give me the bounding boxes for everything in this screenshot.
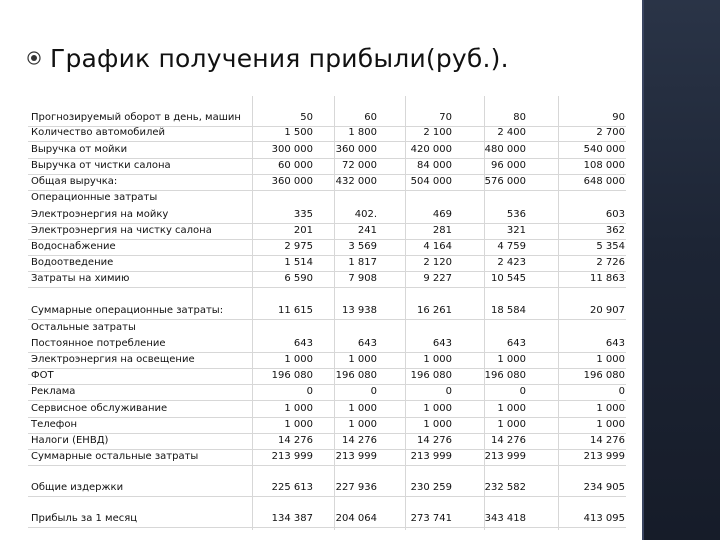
bullet-icon: [26, 50, 42, 66]
table-cell: 1 000: [497, 354, 526, 365]
table-cell: 230 259: [410, 482, 452, 493]
table-cell: 10 545: [491, 273, 526, 284]
table-cell: 5 354: [596, 241, 625, 252]
table-cell: 643: [432, 338, 452, 349]
table-cell: 9 227: [423, 273, 452, 284]
row-label: Суммарные остальные затраты: [31, 451, 199, 462]
table-cell: 196 080: [484, 370, 526, 381]
row-label: Суммарные операционные затраты:: [31, 305, 224, 316]
table-cell: 13 938: [342, 305, 377, 316]
table-cell: 6 590: [284, 273, 313, 284]
table-cell: 16 261: [417, 305, 452, 316]
table-row: [28, 256, 626, 272]
table-cell: 1 000: [497, 419, 526, 430]
row-label: Налоги (ЕНВД): [31, 435, 109, 446]
table-row: [28, 418, 626, 434]
table-row: [28, 512, 626, 528]
table-cell: 50: [300, 112, 313, 123]
table-cell: 2 120: [423, 257, 452, 268]
row-label: Прогнозируемый оборот в день, машин: [31, 112, 241, 123]
table-cell: 360 000: [335, 144, 377, 155]
table-cell: 1 000: [596, 354, 625, 365]
table-cell: 196 080: [583, 370, 625, 381]
slide-title: График получения прибыли(руб.).: [50, 43, 509, 73]
table-cell: 204 064: [335, 513, 377, 524]
table-cell: 2 400: [497, 127, 526, 138]
table-cell: 234 905: [583, 482, 625, 493]
table-cell: 603: [605, 209, 625, 220]
table-cell: 60 000: [278, 160, 313, 171]
table-cell: 402.: [354, 209, 377, 220]
table-cell: 643: [506, 338, 526, 349]
table-cell: 413 095: [583, 513, 625, 524]
table-cell: 281: [432, 225, 452, 236]
table-cell: 213 999: [271, 451, 313, 462]
table-row: [28, 304, 626, 320]
table-cell: 108 000: [583, 160, 625, 171]
table-row: [28, 337, 626, 353]
table-cell: 1 000: [423, 354, 452, 365]
table-cell: 643: [357, 338, 377, 349]
table-row: [28, 208, 626, 224]
table-row: [28, 191, 626, 206]
table-cell: 480 000: [484, 144, 526, 155]
table-row: [28, 224, 626, 240]
row-label: Операционные затраты: [31, 192, 158, 203]
table-cell: 96 000: [491, 160, 526, 171]
table-cell: 84 000: [417, 160, 452, 171]
table-cell: 1 000: [348, 354, 377, 365]
row-label: Выручка от чистки салона: [31, 160, 171, 171]
table-cell: 1 000: [284, 354, 313, 365]
table-cell: 2 726: [596, 257, 625, 268]
slide-title-row: [26, 38, 509, 78]
table-row: [28, 240, 626, 256]
table-cell: 335: [293, 209, 313, 220]
table-cell: 227 936: [335, 482, 377, 493]
row-label: Прибыль за 1 месяц: [31, 513, 138, 524]
table-cell: 1 000: [423, 403, 452, 414]
table-cell: 201: [293, 225, 313, 236]
table-cell: 1 000: [284, 403, 313, 414]
row-label: ФОТ: [31, 370, 54, 381]
table-cell: 1 000: [348, 419, 377, 430]
table-cell: 213 999: [583, 451, 625, 462]
row-label: Электроэнергия на освещение: [31, 354, 195, 365]
table-cell: 343 418: [484, 513, 526, 524]
table-cell: 576 000: [484, 176, 526, 187]
table-cell: 232 582: [484, 482, 526, 493]
table-cell: 1 000: [348, 403, 377, 414]
table-cell: 90: [612, 112, 625, 123]
table-cell: 2 975: [284, 241, 313, 252]
table-cell: 213 999: [335, 451, 377, 462]
table-row: [28, 159, 626, 175]
row-label: Выручка от мойки: [31, 144, 128, 155]
table-cell: 432 000: [335, 176, 377, 187]
table-cell: 3 569: [348, 241, 377, 252]
table-row: [28, 143, 626, 159]
row-label: Реклама: [31, 386, 76, 397]
table-cell: 196 080: [335, 370, 377, 381]
table-cell: 362: [605, 225, 625, 236]
table-row: [28, 321, 626, 336]
table-cell: 1 000: [596, 403, 625, 414]
table-cell: 643: [293, 338, 313, 349]
table-row: [28, 481, 626, 497]
table-cell: 7 908: [348, 273, 377, 284]
table-cell: 321: [506, 225, 526, 236]
row-label: Количество автомобилей: [31, 127, 166, 138]
table-cell: 1 500: [284, 127, 313, 138]
table-cell: 1 817: [348, 257, 377, 268]
row-label: Телефон: [31, 419, 78, 430]
table-cell: 0: [306, 386, 313, 397]
table-cell: 134 387: [271, 513, 313, 524]
table-cell: 1 000: [284, 419, 313, 430]
row-label: Общие издержки: [31, 482, 124, 493]
table-cell: 2 700: [596, 127, 625, 138]
table-cell: 1 800: [348, 127, 377, 138]
table-cell: 72 000: [342, 160, 377, 171]
table-cell: 300 000: [271, 144, 313, 155]
table-cell: 360 000: [271, 176, 313, 187]
table-cell: 20 907: [590, 305, 625, 316]
table-cell: 18 584: [491, 305, 526, 316]
table-cell: 0: [370, 386, 377, 397]
table-cell: 536: [506, 209, 526, 220]
row-label: Водоотведение: [31, 257, 114, 268]
table-cell: 648 000: [583, 176, 625, 187]
table-cell: 4 759: [497, 241, 526, 252]
table-cell: 420 000: [410, 144, 452, 155]
table-cell: 213 999: [484, 451, 526, 462]
table-cell: 213 999: [410, 451, 452, 462]
table-cell: 504 000: [410, 176, 452, 187]
row-label: Сервисное обслуживание: [31, 403, 168, 414]
table-row: [28, 434, 626, 450]
table-cell: 643: [605, 338, 625, 349]
decorative-side-bar: [642, 0, 720, 540]
table-cell: 14 276: [491, 435, 526, 446]
table-row: [28, 175, 626, 191]
row-label: Общая выручка:: [31, 176, 118, 187]
table-cell: 11 863: [590, 273, 625, 284]
table-cell: 0: [519, 386, 526, 397]
row-label: Постоянное потребление: [31, 338, 166, 349]
table-row: [28, 111, 626, 127]
table-cell: 11 615: [278, 305, 313, 316]
row-label: Затраты на химию: [31, 273, 130, 284]
table-cell: 60: [364, 112, 377, 123]
table-row: [28, 272, 626, 288]
table-cell: 1 000: [596, 419, 625, 430]
table-cell: 0: [445, 386, 452, 397]
table-row: [28, 126, 626, 142]
table-row: [28, 402, 626, 418]
table-cell: 469: [432, 209, 452, 220]
table-cell: 196 080: [410, 370, 452, 381]
table-row: [28, 450, 626, 466]
table-cell: 14 276: [590, 435, 625, 446]
table-row: [28, 385, 626, 401]
table-cell: 1 000: [497, 403, 526, 414]
table-cell: 80: [513, 112, 526, 123]
table-cell: 70: [439, 112, 452, 123]
table-row: [28, 369, 626, 385]
row-label: Электроэнергия на чистку салона: [31, 225, 212, 236]
table-cell: 4 164: [423, 241, 452, 252]
table-cell: 1 000: [423, 419, 452, 430]
table-cell: 540 000: [583, 144, 625, 155]
table-cell: 14 276: [278, 435, 313, 446]
table-cell: 0: [618, 386, 625, 397]
table-cell: 225 613: [271, 482, 313, 493]
table-cell: 241: [357, 225, 377, 236]
table-cell: 2 423: [497, 257, 526, 268]
table-cell: 196 080: [271, 370, 313, 381]
table-row: [28, 353, 626, 369]
row-label: Электроэнергия на мойку: [31, 209, 169, 220]
table-cell: 14 276: [417, 435, 452, 446]
table-cell: 2 100: [423, 127, 452, 138]
table-cell: 1 514: [284, 257, 313, 268]
table-cell: 14 276: [342, 435, 377, 446]
row-label: Водоснабжение: [31, 241, 116, 252]
row-label: Остальные затраты: [31, 322, 136, 333]
table-cell: 273 741: [410, 513, 452, 524]
